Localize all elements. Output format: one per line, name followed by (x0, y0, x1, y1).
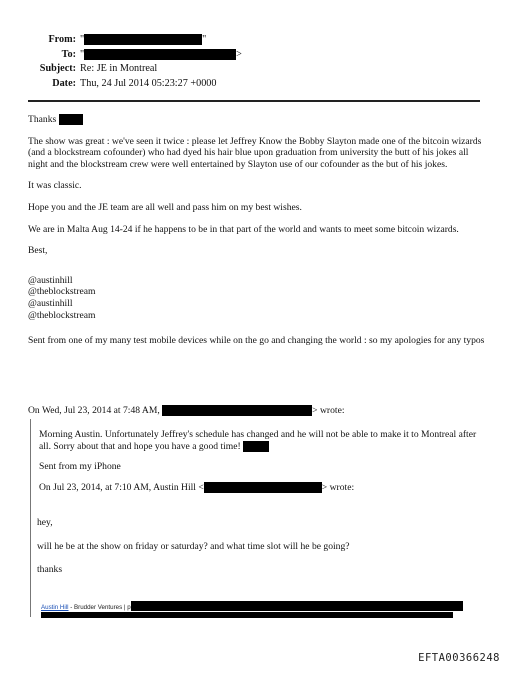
greeting-line (28, 114, 486, 126)
paragraph-3: Hope you and the JE team are all well and pass him on my best wishes. (28, 201, 302, 213)
to-value (80, 48, 242, 63)
inner-intro-suffix: > wrote: (321, 481, 355, 493)
signature-line: @austinhill (28, 274, 73, 286)
inner-message (37, 517, 477, 588)
to-row (28, 48, 242, 63)
reply-paragraph (39, 429, 485, 452)
signature-line: @theblockstream (28, 286, 96, 298)
greeting-text: Thanks (28, 114, 57, 125)
signature-block (28, 275, 486, 321)
document-id: EFTA00366248 (418, 652, 500, 664)
from-quote-open: " (80, 34, 85, 45)
reply-text: Morning Austin. Unfortunately Jeffrey's schedule has changed and he will not be able to make it to Montreal after all. Sorry about that and hope you have a good time! (39, 429, 477, 452)
subject-label: Subject: (39, 63, 76, 74)
inner-quote-intro (39, 482, 485, 494)
quote-text (39, 429, 485, 502)
sent-from-iphone: Sent from my iPhone (39, 461, 121, 473)
paragraph-2: It was classic. (28, 180, 82, 192)
message-body (28, 114, 486, 357)
inner-sender-redaction (204, 482, 322, 493)
quote-sender-redaction (162, 405, 312, 416)
header-divider (28, 100, 480, 102)
footer-redaction-top (131, 601, 463, 611)
from-redaction (84, 34, 202, 45)
from-quote-close: " (202, 34, 207, 45)
austin-hill-link[interactable]: Austin Hill (41, 604, 69, 611)
closing: Best, (28, 245, 48, 257)
date-row (28, 77, 242, 92)
quote-intro (28, 405, 345, 417)
signature-line: @austinhill (28, 297, 73, 309)
date-label: Date: (52, 77, 76, 89)
mobile-note: Sent from one of my many test mobile devices while on the go and changing the world : so my apologies for any typos (28, 335, 485, 347)
inner-hey: hey, (37, 517, 53, 528)
footer-text: - Brudder Ventures | p (68, 604, 131, 611)
quote-block (30, 419, 487, 617)
inner-thanks: thanks (37, 564, 63, 576)
from-row (28, 33, 242, 48)
quote-intro-prefix: On Wed, Jul 23, 2014 at 7:48 AM, (28, 405, 160, 416)
inner-question: will he be at the show on friday or saturday? and what time slot will he be going? (37, 540, 350, 552)
subject-value: Re: JE in Montreal (80, 63, 158, 74)
date-value: Thu, 24 Jul 2014 05:23:27 +0000 (80, 77, 217, 89)
to-bracket-close: > (236, 48, 242, 60)
from-label: From: (48, 34, 76, 45)
greeting-redaction (59, 114, 83, 125)
to-redaction (84, 49, 236, 60)
paragraph-4: We are in Malta Aug 14-24 if he happens to be in that part of the world and wants to meet some bitcoin wizards. (28, 223, 459, 235)
paragraph-1: The show was great : we've seen it twice : please let Jeffrey Know the Bobby Slayton made one of the bitcoin wizards (and a blockstream cofounder) who had dyed his hair blue upon graduation from university the butt of his jokes all night and the blockstream crew were well entertained by Slayton use of our cofounder as the but of his jokes. (28, 135, 482, 170)
email-header (28, 33, 242, 91)
inner-intro-prefix: On Jul 23, 2014, at 7:10 AM, Austin Hill < (39, 481, 204, 493)
signature-line: @theblockstream (28, 309, 96, 321)
quote-intro-suffix: > wrote: (312, 405, 345, 416)
to-quote-open: " (80, 48, 85, 60)
from-value (80, 33, 206, 48)
footer-redaction-bottom (41, 612, 453, 618)
subject-row (28, 62, 242, 77)
to-label: To: (61, 48, 76, 60)
reply-redaction (243, 441, 269, 452)
